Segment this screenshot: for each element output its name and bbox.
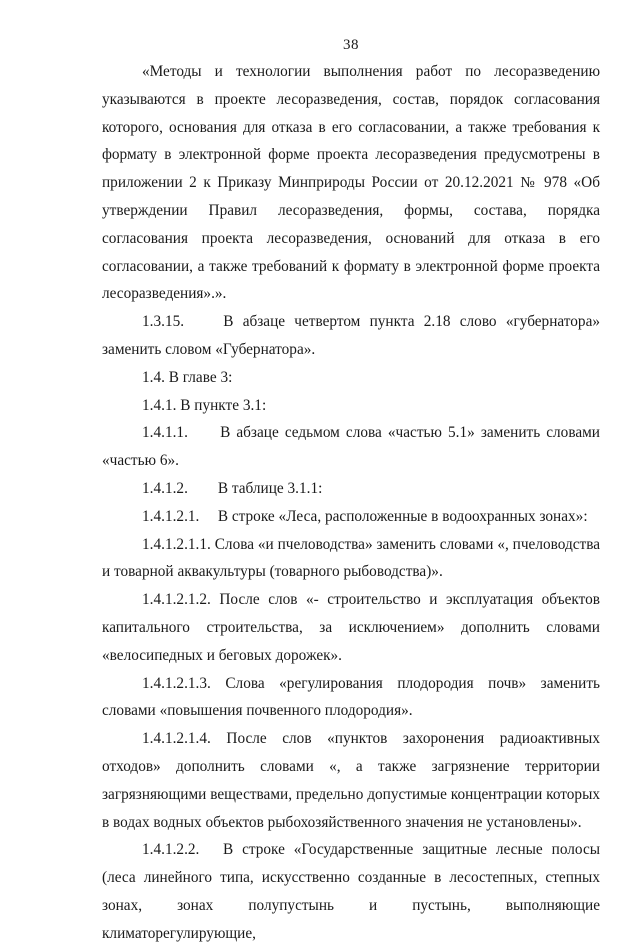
paragraph-number: 1.4.1.2.1.2. xyxy=(142,591,211,609)
paragraph-1-4-1 xyxy=(102,392,600,420)
paragraph-text: В абзаце четвертом пункта 2.18 слово «губернатора» заменить словом «Губернатора». xyxy=(102,313,601,358)
paragraph-text: После слов «пунктов захоронения радиоактивных отходов» дополнить словами «, а также загрязнение территории загрязняющими веществами, предельно допустимые концентрации которых в водах водных объектов рыбохозяйственного значения не установлены». xyxy=(102,730,600,831)
paragraph-number: 1.4.1.2.1.3. xyxy=(142,674,211,692)
paragraph-number: 1.3.15. xyxy=(142,313,185,331)
paragraph-text: «Методы и технологии выполнения работ по лесоразведению указываются в проекте лесоразведения, состав, порядок согласования которого, основания для отказа в его согласовании, а также требования к формату в электронной форме проекта лесоразведения предусмотрены в приложении 2 к Приказу Минприроды России от 20.12.2021 № 978 «Об утверждении Правил лесоразведения, формы, состава, порядка согласования проекта лесоразведения, оснований для отказа в его согласовании, а также требований к формату в электронной форме проекта лесоразведения».». xyxy=(102,63,600,303)
paragraph-number: 1.4.1.2.1. xyxy=(142,507,200,525)
paragraph-text: После слов «- строительство и эксплуатация объектов капитального строительства, за исключением» дополнить словами «велосипедных и беговых дорожек». xyxy=(102,591,600,664)
paragraph-quote-methods xyxy=(102,58,600,308)
paragraph-text: Слова «регулирования плодородия почв» заменить словами «повышения почвенного плодородия». xyxy=(102,674,600,720)
paragraph-1-4-1-2-1 xyxy=(102,503,600,531)
paragraph-text: Слова «и пчеловодства» заменить словами «, пчеловодства и товарной аквакультуры (товарного рыбоводства)». xyxy=(102,535,601,581)
paragraph-text: В строке «Государственные защитные лесные полосы (леса линейного типа, искусственно созданные в лесостепных, степных зонах, зонах полупустынь и пустынь, выполняющие климаторегулирующие, xyxy=(102,841,601,942)
paragraph-number: 1.4.1.2.1.1. xyxy=(142,535,211,553)
paragraph-1-4-1-2-1-1 xyxy=(102,531,600,587)
paragraph-1-3-15 xyxy=(102,308,600,364)
paragraph-1-4-1-2 xyxy=(102,475,600,503)
paragraph-number: 1.4.1.2.2. xyxy=(142,841,200,859)
paragraph-number: 1.4.1.2. xyxy=(142,479,188,497)
paragraph-1-4-1-2-1-4 xyxy=(102,725,600,836)
paragraph-text: В строке «Леса, расположенные в водоохранных зонах»: xyxy=(217,507,588,525)
paragraph-1-4-1-2-1-2 xyxy=(102,586,600,669)
paragraph-number: 1.4.1.1. xyxy=(142,424,188,442)
paragraph-1-4 xyxy=(102,364,600,392)
paragraph-number: 1.4.1.2.1.4. xyxy=(142,730,211,748)
document-body xyxy=(102,58,600,948)
paragraph-text: 1.4. В главе 3: xyxy=(142,368,233,386)
paragraph-text: 1.4.1. В пункте 3.1: xyxy=(142,396,267,414)
paragraph-text: В таблице 3.1.1: xyxy=(217,479,323,497)
paragraph-1-4-1-1 xyxy=(102,419,600,475)
paragraph-1-4-1-2-2 xyxy=(102,836,600,947)
page-number: 38 xyxy=(343,37,359,53)
paragraph-text: В абзаце седьмом слова «частью 5.1» заменить словами «частью 6». xyxy=(102,424,600,470)
paragraph-1-4-1-2-1-3 xyxy=(102,670,600,726)
